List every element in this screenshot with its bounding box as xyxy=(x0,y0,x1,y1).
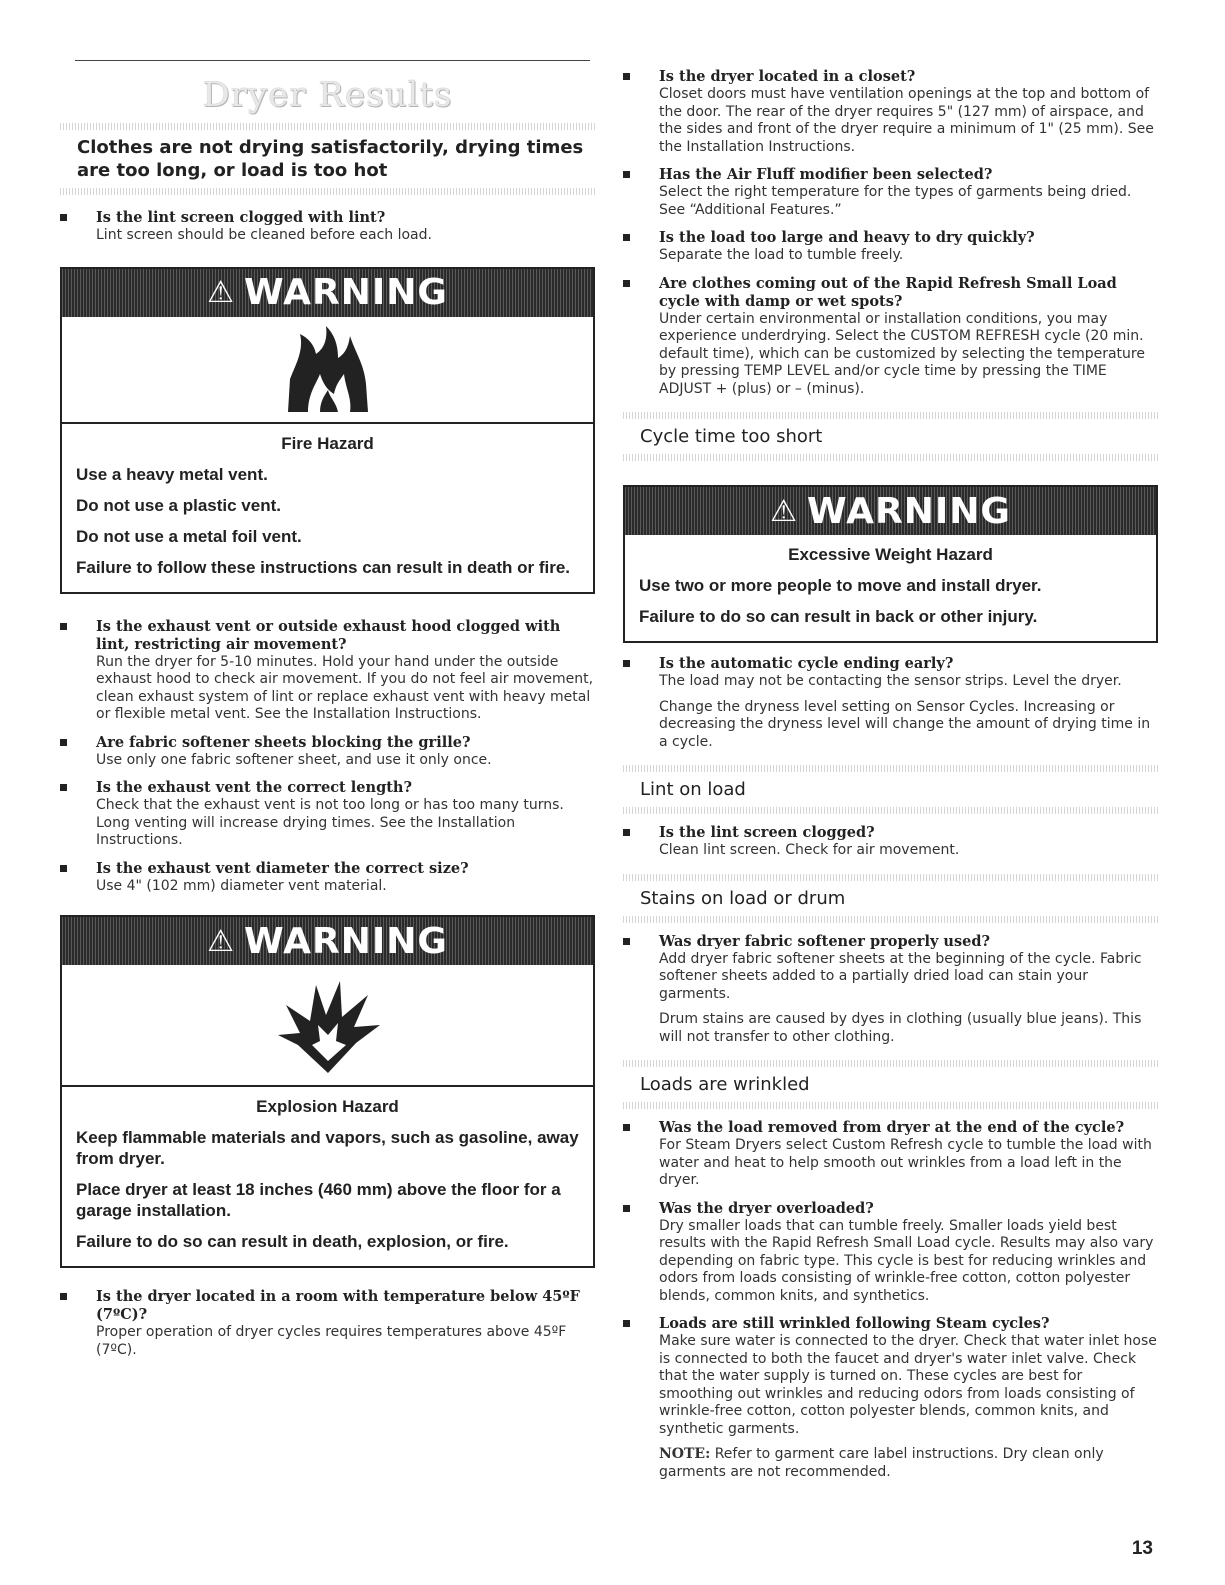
answer: Make sure water is connected to the dryer. Check that water inlet hose is connected to both the faucet and dryer's water inlet valve. Check that the water supply is turned on. These cycles are best for smoothing out wrinkles and reducing odors from loads consisting of wrinkle-free cotton, cotton polyester blends, common knits, and synthetic garments. xyxy=(659,1333,1157,1437)
hatch-divider xyxy=(623,916,1158,923)
question: Is the exhaust vent diameter the correct size? xyxy=(96,859,469,877)
list-item xyxy=(623,655,1158,751)
warning-triangle-icon: ⚠ xyxy=(207,923,235,959)
note-label: NOTE: xyxy=(659,1446,711,1462)
heading-stains: Stains on load or drum xyxy=(640,887,846,909)
question: Is the lint screen clogged? xyxy=(659,824,875,841)
answer: Check that the exhaust vent is not too long or has too many turns. Long venting will increase drying times. See the Installation Instructions. xyxy=(96,797,564,848)
warning-line: Place dryer at least 18 inches (460 mm) above the floor for a garage installation. xyxy=(76,1180,561,1220)
warning-line: Failure to do so can result in back or other injury. xyxy=(639,607,1038,626)
list-item xyxy=(623,1119,1158,1190)
bullet-icon xyxy=(623,660,630,667)
explosion-warning-box xyxy=(60,915,595,1268)
top-rule xyxy=(75,60,590,61)
bullet-icon xyxy=(623,234,630,241)
warning-line: Failure to do so can result in death, explosion, or fire. xyxy=(76,1232,509,1251)
warning-word: WARNING xyxy=(244,920,448,962)
bullet-icon xyxy=(60,623,67,630)
list-item xyxy=(60,618,595,724)
heading-lint-on-load: Lint on load xyxy=(640,779,746,800)
answer: Select the right temperature for the types of garments being dried. See “Additional Features.” xyxy=(659,184,1132,218)
heading-cycle-time: Cycle time too short xyxy=(640,426,823,447)
hatch-divider xyxy=(623,807,1158,814)
warning-triangle-icon: ⚠ xyxy=(770,493,798,529)
bullet-icon xyxy=(60,739,67,746)
section-title: Dryer Results xyxy=(202,75,453,115)
question: Is the dryer located in a closet? xyxy=(659,68,916,85)
bullet-icon xyxy=(623,938,630,945)
hazard-title: Fire Hazard xyxy=(281,433,374,453)
warning-header xyxy=(62,917,593,965)
answer: For Steam Dryers select Custom Refresh cycle to tumble the load with water and heat to help smooth out wrinkles from a load left in the dryer. xyxy=(659,1137,1152,1188)
right-column xyxy=(623,62,1158,1481)
question: Has the Air Fluff modifier been selected? xyxy=(659,166,993,183)
heading-not-drying: Clothes are not drying satisfactorily, drying times are too long, or load is too hot xyxy=(77,137,584,181)
list-item xyxy=(60,734,595,770)
bullet-icon xyxy=(60,865,67,872)
warning-body xyxy=(62,424,593,592)
hatch-divider xyxy=(623,412,1158,419)
warning-body xyxy=(62,1087,593,1266)
hatch-divider xyxy=(623,1060,1158,1067)
warning-header xyxy=(625,487,1156,535)
answer: Clean lint screen. Check for air movement. xyxy=(659,842,960,858)
warning-triangle-icon: ⚠ xyxy=(207,275,235,310)
list-item xyxy=(623,68,1158,156)
fire-hazard-pictogram xyxy=(62,317,593,424)
question: Was dryer fabric softener properly used? xyxy=(659,932,990,950)
warning-body xyxy=(625,535,1156,641)
bullet-icon xyxy=(60,784,67,791)
answer: Change the dryness level setting on Sensor Cycles. Increasing or decreasing the dryness level will change the amount of drying time in a cycle. xyxy=(659,698,1151,750)
list-item xyxy=(60,209,595,245)
bullet-icon xyxy=(60,1293,67,1300)
answer: Closet doors must have ventilation openings at the top and bottom of the door. The rear of the dryer requires 5" (127 mm) of airspace, and the sides and front of the dryer require a minimum of 1" (25 mm). See the Installation Instructions. xyxy=(659,86,1154,155)
fire-warning-box xyxy=(60,267,595,594)
answer: Add dryer fabric softener sheets at the beginning of the cycle. Fabric softener sheets added to a partially dried load can stain your garments. xyxy=(659,950,1142,1002)
list-item xyxy=(60,1288,595,1359)
page-number: 13 xyxy=(1131,1538,1153,1559)
bullet-icon xyxy=(623,1320,630,1327)
question: Is the dryer located in a room with temperature below 45ºF (7ºC)? xyxy=(96,1288,580,1323)
hazard-title: Explosion Hazard xyxy=(256,1097,399,1116)
warning-word: WARNING xyxy=(244,272,448,313)
explosion-icon xyxy=(268,975,388,1075)
hatch-divider xyxy=(623,874,1158,881)
hatch-divider xyxy=(623,1102,1158,1109)
question: Is the lint screen clogged with lint? xyxy=(96,209,386,226)
bullet-icon xyxy=(623,1205,630,1212)
list-item xyxy=(623,275,1158,399)
list-item xyxy=(623,933,1158,1047)
question: Are clothes coming out of the Rapid Refresh Small Load cycle with damp or wet spots? xyxy=(659,274,1117,310)
list-item xyxy=(623,1200,1158,1306)
list-item xyxy=(623,1315,1158,1481)
answer: The load may not be contacting the sensor strips. Level the dryer. xyxy=(659,673,1122,689)
list-item xyxy=(623,229,1158,265)
list-item xyxy=(623,166,1158,219)
left-column xyxy=(60,60,595,1359)
heading-wrinkled: Loads are wrinkled xyxy=(640,1074,810,1095)
answer: Use only one fabric softener sheet, and use it only once. xyxy=(96,751,492,768)
warning-word: WARNING xyxy=(807,490,1011,532)
answer: Lint screen should be cleaned before each load. xyxy=(96,227,432,243)
question: Was the load removed from dryer at the end of the cycle? xyxy=(659,1119,1125,1136)
weight-warning-box xyxy=(623,485,1158,643)
warning-line: Use two or more people to move and install dryer. xyxy=(639,576,1042,595)
bullet-icon xyxy=(623,171,630,178)
bullet-icon xyxy=(623,73,630,80)
hatch-divider xyxy=(60,123,595,130)
list-item xyxy=(623,824,1158,860)
answer: Separate the load to tumble freely. xyxy=(659,247,904,263)
explosion-hazard-pictogram xyxy=(62,965,593,1087)
question: Is the exhaust vent the correct length? xyxy=(96,779,412,796)
bullet-icon xyxy=(623,829,630,836)
hatch-divider xyxy=(623,454,1158,461)
question: Was the dryer overloaded? xyxy=(659,1199,874,1217)
warning-line: Do not use a metal foil vent. xyxy=(76,526,302,546)
list-item xyxy=(60,779,595,850)
warning-line: Failure to follow these instructions can result in death or fire. xyxy=(76,557,571,577)
warning-line: Do not use a plastic vent. xyxy=(76,495,281,515)
warning-line: Keep flammable materials and vapors, such as gasoline, away from dryer. xyxy=(76,1128,579,1168)
question: Loads are still wrinkled following Steam cycles? xyxy=(659,1315,1050,1332)
question: Are fabric softener sheets blocking the grille? xyxy=(96,733,471,751)
warning-header xyxy=(62,269,593,317)
question: Is the load too large and heavy to dry quickly? xyxy=(659,229,1035,246)
note-text: Refer to garment care label instructions. Dry clean only garments are not recommended. xyxy=(659,1446,1104,1480)
hatch-divider xyxy=(60,188,595,195)
bullet-icon xyxy=(623,280,630,287)
warning-line: Use a heavy metal vent. xyxy=(76,464,268,484)
question: Is the exhaust vent or outside exhaust hood clogged with lint, restricting air movement? xyxy=(96,617,561,653)
question: Is the automatic cycle ending early? xyxy=(659,655,954,672)
answer: Run the dryer for 5-10 minutes. Hold your hand under the outside exhaust hood to check air movement. If you do not feel air movement, clean exhaust system of lint or replace exhaust vent with heavy metal or flexible metal vent. See the Installation Instructions. xyxy=(96,653,594,722)
answer: Drum stains are caused by dyes in clothing (usually blue jeans). This will not transfer to other clothing. xyxy=(659,1011,1142,1045)
answer: Under certain environmental or installation conditions, you may experience underdrying. Select the CUSTOM REFRESH cycle (20 min. default time), which can be customized by selecting the temperature by pressing TEMP LEVEL and/or cycle time by pressing the TIME ADJUST + (plus) or – (minus). xyxy=(659,310,1145,397)
hazard-title: Excessive Weight Hazard xyxy=(788,545,993,564)
answer: Use 4" (102 mm) diameter vent material. xyxy=(96,877,387,894)
fire-icon xyxy=(268,324,388,414)
answer: Proper operation of dryer cycles requires temperatures above 45ºF (7ºC). xyxy=(96,1324,567,1358)
list-item xyxy=(60,860,595,896)
bullet-icon xyxy=(623,1124,630,1131)
bullet-icon xyxy=(60,214,67,221)
hatch-divider xyxy=(623,765,1158,772)
note xyxy=(659,1446,1158,1481)
answer: Dry smaller loads that can tumble freely. Smaller loads yield best results with the Rapid Refresh Small Load cycle. Results may also vary depending on fabric type. This cycle is best for reducing wrinkles and odors from loads consisting of wrinkle-free cotton, cotton polyester blends, common knits, and synthetics. xyxy=(659,1217,1154,1304)
